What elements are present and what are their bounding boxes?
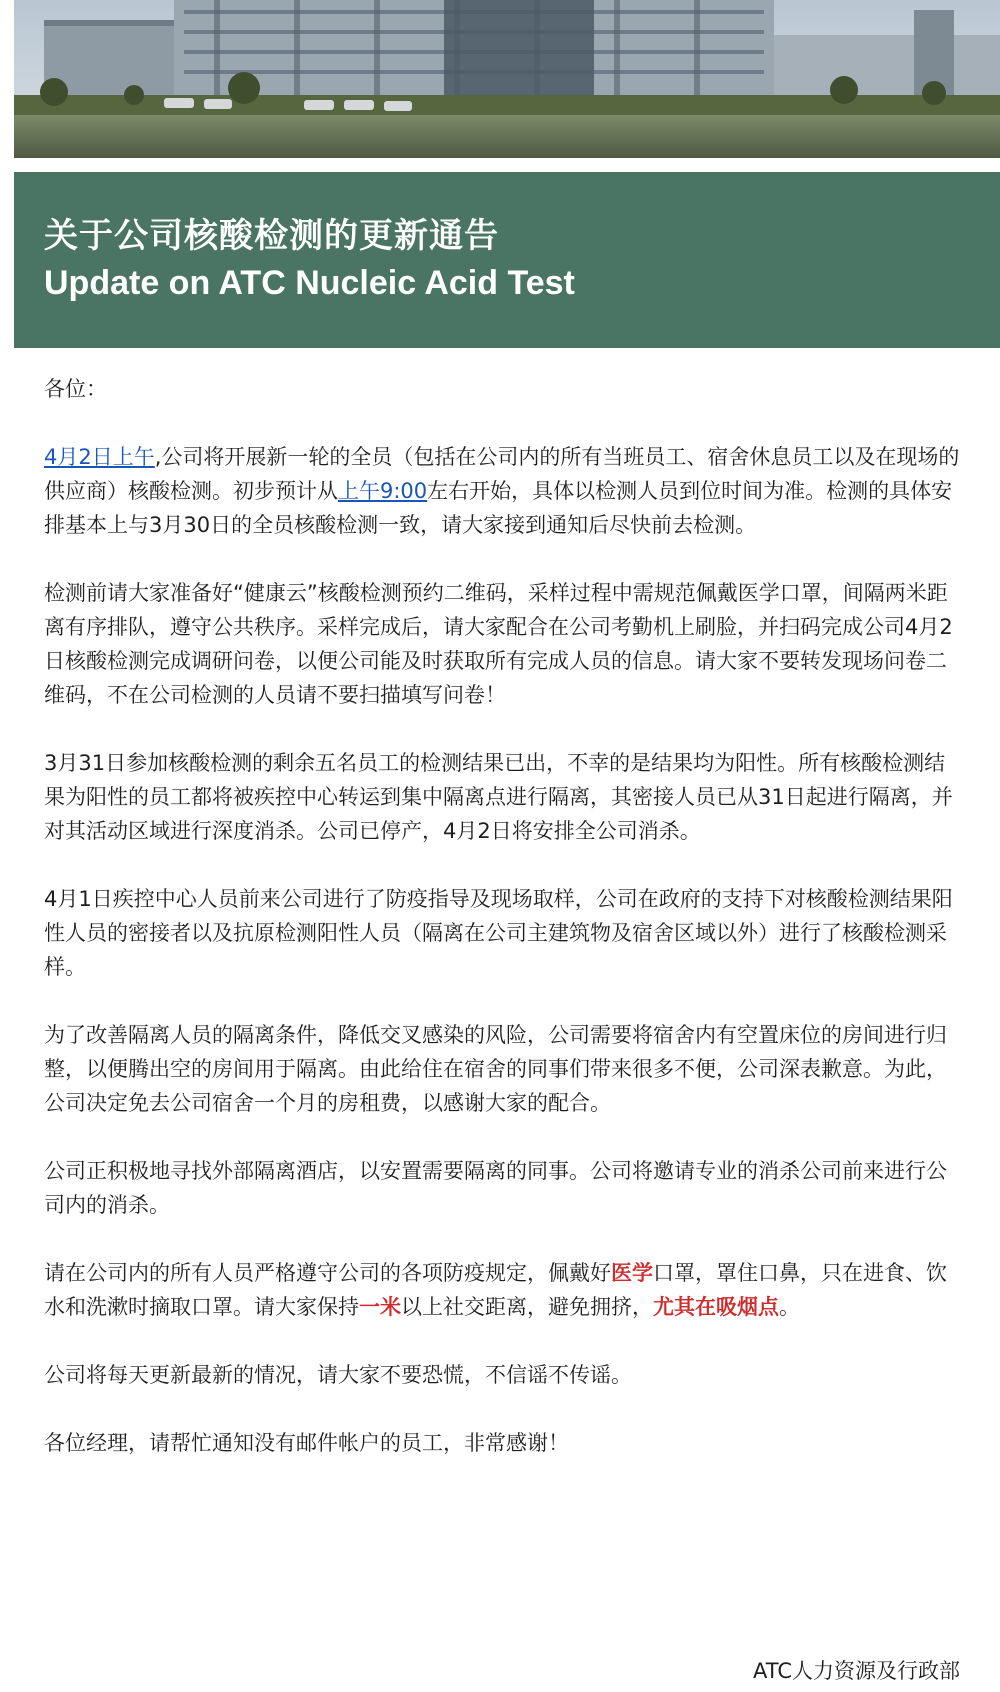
- header-building-photo: [14, 0, 1000, 158]
- paragraph-cdc-sampling: 4月1日疾控中心人员前来公司进行了防疫指导及现场取样，公司在政府的支持下对核酸检测结果阳性人员的密接者以及抗原检测阳性人员（隔离在公司主建筑物及宿舍区域以外）进行了核酸检测采样。: [44, 887, 953, 979]
- paragraph-preparation: 检测前请大家准备好“健康云”核酸检测预约二维码，采样过程中需规范佩戴医学口罩，间隔两米距离有序排队，遵守公共秩序。采样完成后，请大家配合在公司考勤机上刷脸，并扫码完成公司4月2日核酸检测完成调研问卷，以便公司能及时获取所有完成人员的信息。请大家不要转发现场问卷二维码，不在公司检测的人员请不要扫描填写问卷！: [44, 581, 953, 707]
- signature: ATC人力资源及行政部: [753, 1659, 960, 1683]
- building-photo-graphic: [14, 0, 1000, 158]
- greeting: 各位：: [44, 377, 107, 401]
- paragraph-daily-update: 公司将每天更新最新的情况，请大家不要恐慌，不信谣不传谣。: [44, 1363, 632, 1387]
- highlight-one-meter: 一米: [359, 1295, 401, 1319]
- highlight-medical: 医学: [611, 1261, 653, 1285]
- notice-title-chinese: 关于公司核酸检测的更新通告: [44, 216, 499, 256]
- notice-body: [44, 372, 964, 1494]
- time-link[interactable]: 上午9:00: [338, 479, 428, 503]
- paragraph-text: 以上社交距离，避免拥挤，: [401, 1295, 653, 1319]
- notice-title-english: Update on ATC Nucleic Acid Test: [44, 264, 575, 302]
- notice-banner: [14, 172, 1000, 348]
- paragraph-text: 请在公司内的所有人员严格遵守公司的各项防疫规定，佩戴好: [44, 1261, 611, 1285]
- paragraph-test-results: 3月31日参加核酸检测的剩余五名员工的检测结果已出，不幸的是结果均为阳性。所有核酸检测结果为阳性的员工都将被疾控中心转运到集中隔离点进行隔离，其密接人员已从31日起进行隔离，并对其活动区域进行深度消杀。公司已停产，4月2日将安排全公司消杀。: [44, 751, 953, 843]
- paragraph-text: 口罩，罩住口鼻，只在进食、饮水和洗漱时摘取口罩。请大家保持: [44, 1261, 947, 1319]
- paragraph-text: ,公司将开展新一轮的全员（包括在公司内的所有当班员工、宿舍休息员工以及在现场的供应商）核酸检测。初步预计从: [44, 445, 960, 503]
- date-link[interactable]: 4月2日上午: [44, 445, 155, 469]
- highlight-smoking-area: 尤其在吸烟点: [653, 1295, 779, 1319]
- paragraph-text: 左右开始，具体以检测人员到位时间为准。检测的具体安排基本上与3月30日的全员核酸检测一致，请大家接到通知后尽快前去检测。: [44, 479, 953, 537]
- paragraph-text: 。: [779, 1295, 800, 1319]
- photo-spacer: [14, 158, 1000, 172]
- paragraph-prevention-rules: [44, 1256, 964, 1324]
- paragraph-test-schedule: [44, 440, 964, 542]
- paragraph-managers: 各位经理，请帮忙通知没有邮件帐户的员工，非常感谢！: [44, 1431, 569, 1455]
- paragraph-quarantine-hotel: 公司正积极地寻找外部隔离酒店，以安置需要隔离的同事。公司将邀请专业的消杀公司前来进行公司内的消杀。: [44, 1159, 947, 1217]
- paragraph-dormitory: 为了改善隔离人员的隔离条件，降低交叉感染的风险，公司需要将宿舍内有空置床位的房间进行归整，以便腾出空的房间用于隔离。由此给住在宿舍的同事们带来很多不便，公司深表歉意。为此，公司决定免去公司宿舍一个月的房租费，以感谢大家的配合。: [44, 1023, 947, 1115]
